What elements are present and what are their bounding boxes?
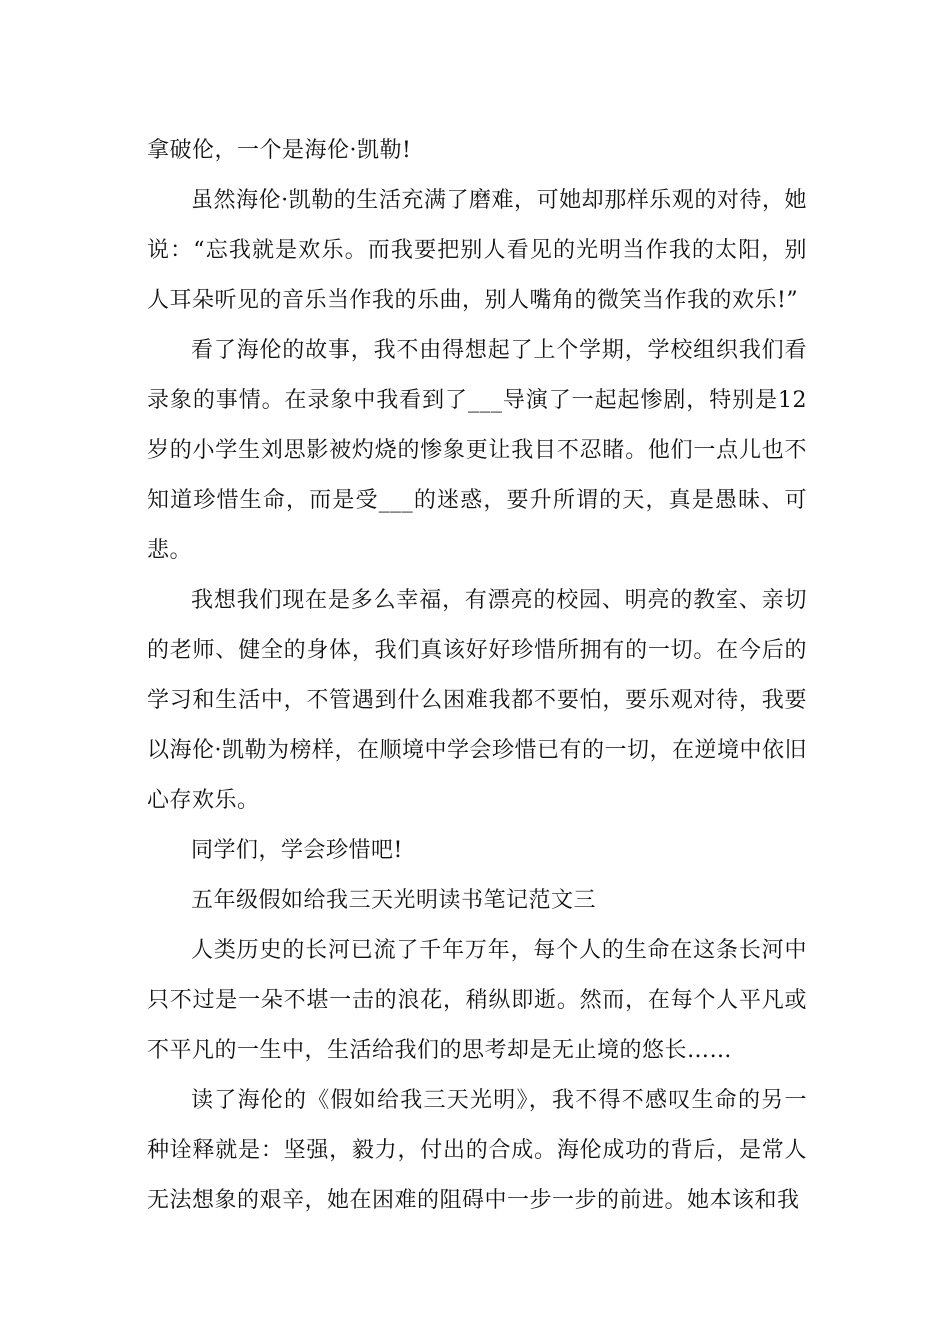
document-body <box>147 126 807 1226</box>
section-heading: 五年级假如给我三天光明读书笔记范文三 <box>191 888 597 913</box>
paragraph-reading-reflection: 读了海伦的《假如给我三天光明》，我不得不感叹生命的另一种诠释就是：坚强，毅力，付出的合成。海伦成功的背后，是常人无法想象的艰辛，她在困难的阻碍中一步一步的前进。她本该和我 <box>147 1088 807 1213</box>
paragraph-video-memory: 看了海伦的故事，我不由得想起了上个学期，学校组织我们看录象的事情。在录象中我看到了___导演了一起起惨剧，特别是12岁的小学生刘思影被灼烧的惨象更让我目不忍睹。他们一点儿也不知道珍惜生命，而是受___的迷惑，要升所谓的天，真是愚昧、可悲。 <box>147 338 807 563</box>
paragraph-continuation: 拿破伦，一个是海伦·凯勒! <box>147 138 412 163</box>
paragraph-cherish-life: 我想我们现在是多么幸福，有漂亮的校园、明亮的教室、亲切的老师、健全的身体，我们真该好好珍惜所拥有的一切。在今后的学习和生活中，不管遇到什么困难我都不要怕，要乐观对待，我要以海伦·凯勒为榜样，在顺境中学会珍惜已有的一切，在逆境中依旧心存欢乐。 <box>147 588 807 813</box>
paragraph-history-river: 人类历史的长河已流了千年万年，每个人的生命在这条长河中只不过是一朵不堪一击的浪花，稍纵即逝。然而，在每个人平凡或不平凡的一生中，生活给我们的思考却是无止境的悠长…… <box>147 938 807 1063</box>
paragraph-classmates: 同学们，学会珍惜吧! <box>191 838 403 863</box>
paragraph-helen-optimism: 虽然海伦·凯勒的生活充满了磨难，可她却那样乐观的对待，她说：“忘我就是欢乐。而我要把别人看见的光明当作我的太阳，别人耳朵听见的音乐当作我的乐曲，别人嘴角的微笑当作我的欢乐!” <box>147 188 807 313</box>
